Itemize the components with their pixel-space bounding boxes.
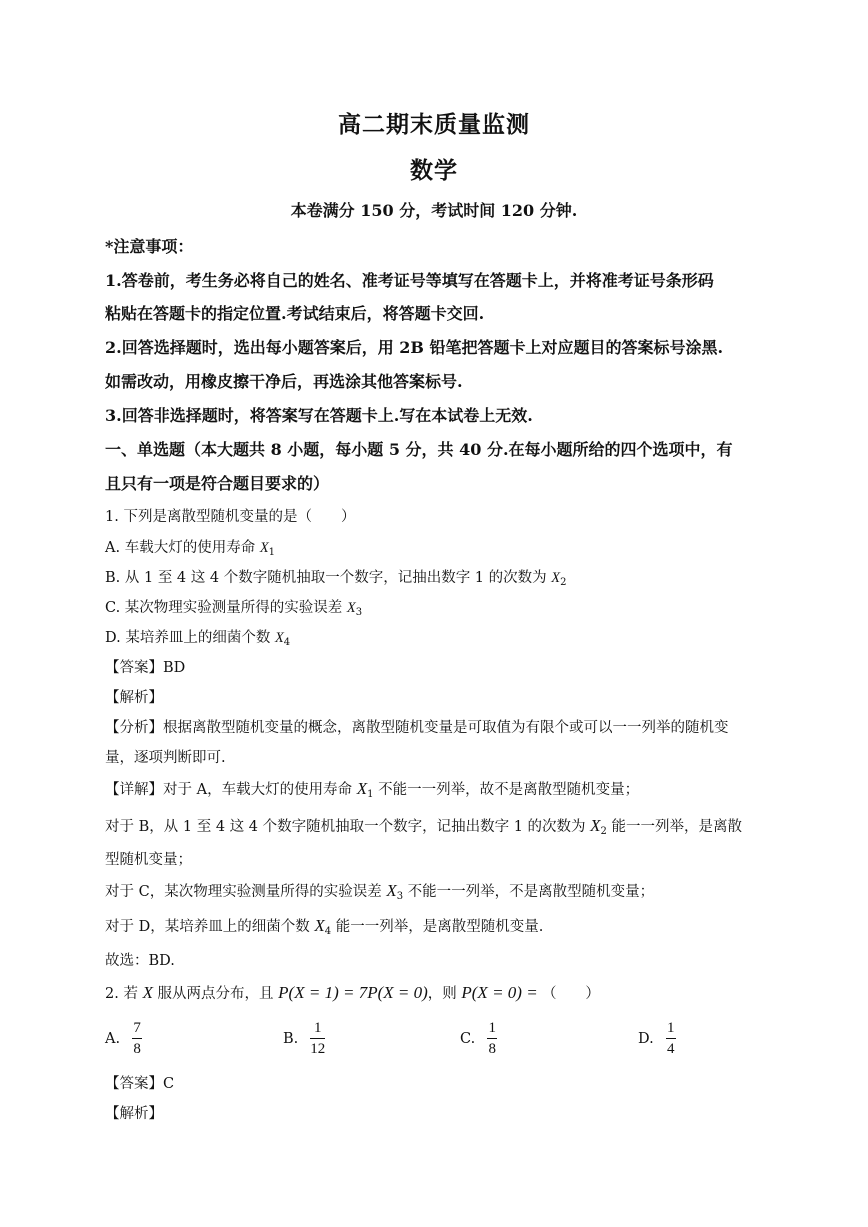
fraction-bar (487, 1038, 497, 1039)
detail-text: 能一一列举，是离散型随机变量. (331, 919, 544, 935)
q1-option-d (105, 626, 765, 648)
q2-stem-text: 2. 若 (105, 986, 143, 1002)
var-x: X (551, 570, 561, 586)
notice-item-1: 1.答卷前，考生务必将自己的姓名、准考证号等填写在答题卡上，并将准考证号条形码 (105, 271, 714, 290)
q1-fenxi-cont: 量，逐项判断即可. (105, 750, 226, 766)
denominator: 8 (133, 1041, 141, 1057)
q2-option-c (460, 1019, 497, 1058)
option-label: B. (283, 1030, 299, 1047)
q1-option-c-text: C. 某次物理实验测量所得的实验误差 (105, 600, 347, 616)
q2-analysis-label: 【解析】 (105, 1106, 163, 1122)
notice-item-1-cont: 粘贴在答题卡的指定位置.考试结束后，将答题卡交回. (105, 304, 485, 323)
formula: P(X = 1) = 7P(X = 0) (278, 983, 428, 1002)
var-x: X (259, 540, 269, 556)
detail-text: 对于 D，某培养皿上的细菌个数 (105, 919, 315, 935)
fraction (132, 1019, 142, 1058)
q1-option-b (105, 566, 765, 588)
subscript: 1 (268, 547, 276, 558)
q1-stem: 1. 下列是离散型随机变量的是（ ） (105, 509, 356, 525)
q1-answer: 【答案】BD (105, 660, 186, 676)
q1-choose: 故选：BD. (105, 953, 175, 969)
notice-item-2: 2.回答选择题时，选出每小题答案后，用 2B 铅笔把答题卡上对应题目的答案标号涂黑. (105, 338, 724, 357)
detail-text: 不能一一列举，不是离散型随机变量； (403, 884, 655, 900)
exam-info: 本卷满分 150 分，考试时间 120 分钟. (290, 201, 578, 220)
numerator: 1 (488, 1020, 496, 1036)
detail-text: 对于 C，某次物理实验测量所得的实验误差 (105, 884, 387, 900)
option-label: C. (460, 1030, 476, 1047)
q1-option-c (105, 596, 765, 618)
q1-option-a-text: A. 车载大灯的使用寿命 (105, 540, 260, 556)
numerator: 1 (314, 1020, 322, 1036)
q1-option-a (105, 536, 765, 558)
q1-fenxi: 【分析】根据离散型随机变量的概念，离散型随机变量是可取值为有限个或可以一一列举的随机变 (105, 720, 729, 736)
q2-stem (105, 982, 765, 1003)
section-heading: 一、单选题（本大题共 8 小题，每小题 5 分，共 40 分.在每小题所给的四个选项中，有 (105, 440, 733, 459)
q2-stem-text: （ ） (541, 986, 600, 1002)
numerator: 7 (133, 1020, 141, 1036)
denominator: 8 (488, 1041, 496, 1057)
formula: P(X = 0) = (461, 983, 542, 1002)
q1-detail-d (105, 915, 765, 937)
q2-stem-text: ，则 (427, 986, 462, 1002)
var-x: X (590, 816, 601, 835)
q1-analysis-label: 【解析】 (105, 690, 163, 706)
subscript: 4 (324, 926, 332, 937)
q2-stem-text: 服从两点分布，且 (152, 986, 279, 1002)
var-x: X (314, 916, 325, 935)
option-label: D. (638, 1030, 654, 1047)
var-x: X (274, 630, 284, 646)
detail-text: 对于 B，从 1 至 4 这 4 个数字随机抽取一个数字，记抽出数字 1 的次数为 (105, 819, 591, 835)
subscript: 2 (600, 826, 607, 837)
q1-option-b-text: B. 从 1 至 4 这 4 个数字随机抽取一个数字，记抽出数字 1 的次数为 (105, 570, 552, 586)
fraction (310, 1019, 325, 1058)
notice-item-2-cont: 如需改动，用橡皮擦干净后，再选涂其他答案标号. (105, 372, 463, 391)
q2-answer: 【答案】C (105, 1076, 175, 1092)
q1-detail-b (105, 815, 765, 837)
subscript: 3 (355, 607, 363, 618)
subscript: 4 (283, 637, 291, 648)
fraction-bar (666, 1038, 676, 1039)
detail-text: 能一一列举，是离散 (606, 819, 743, 835)
notice-heading: *注意事项： (105, 237, 194, 256)
q1-detail-a (105, 778, 765, 800)
fraction (666, 1019, 676, 1058)
notice-item-3: 3.回答非选择题时，将答案写在答题卡上.写在本试卷上无效. (105, 406, 533, 425)
q1-detail-b-cont: 型随机变量； (105, 852, 192, 868)
var-x: X (142, 983, 153, 1002)
subscript: 3 (396, 891, 404, 902)
q1-option-d-text: D. 某培养皿上的细菌个数 (105, 630, 275, 646)
fraction-bar (132, 1038, 142, 1039)
denominator: 12 (310, 1041, 326, 1057)
subscript: 1 (367, 789, 374, 800)
q1-detail-c (105, 880, 765, 902)
q2-option-b (283, 1019, 325, 1058)
fraction (487, 1019, 497, 1058)
numerator: 1 (666, 1020, 675, 1036)
denominator: 4 (666, 1041, 675, 1057)
subscript: 2 (560, 577, 567, 588)
var-x: X (386, 881, 397, 900)
exam-title: 高二期末质量监测 (338, 111, 530, 138)
subject-title: 数学 (410, 157, 458, 184)
q2-option-a (105, 1019, 142, 1058)
detail-text: 不能一一列举，故不是离散型随机变量； (373, 782, 640, 798)
option-label: A. (105, 1030, 121, 1047)
q2-option-d (638, 1019, 676, 1058)
detail-text: 【详解】对于 A，车载大灯的使用寿命 (105, 782, 357, 798)
var-x: X (356, 779, 368, 798)
fraction-bar (310, 1038, 325, 1039)
var-x: X (346, 600, 356, 616)
section-heading-cont: 且只有一项是符合题目要求的） (105, 474, 330, 493)
